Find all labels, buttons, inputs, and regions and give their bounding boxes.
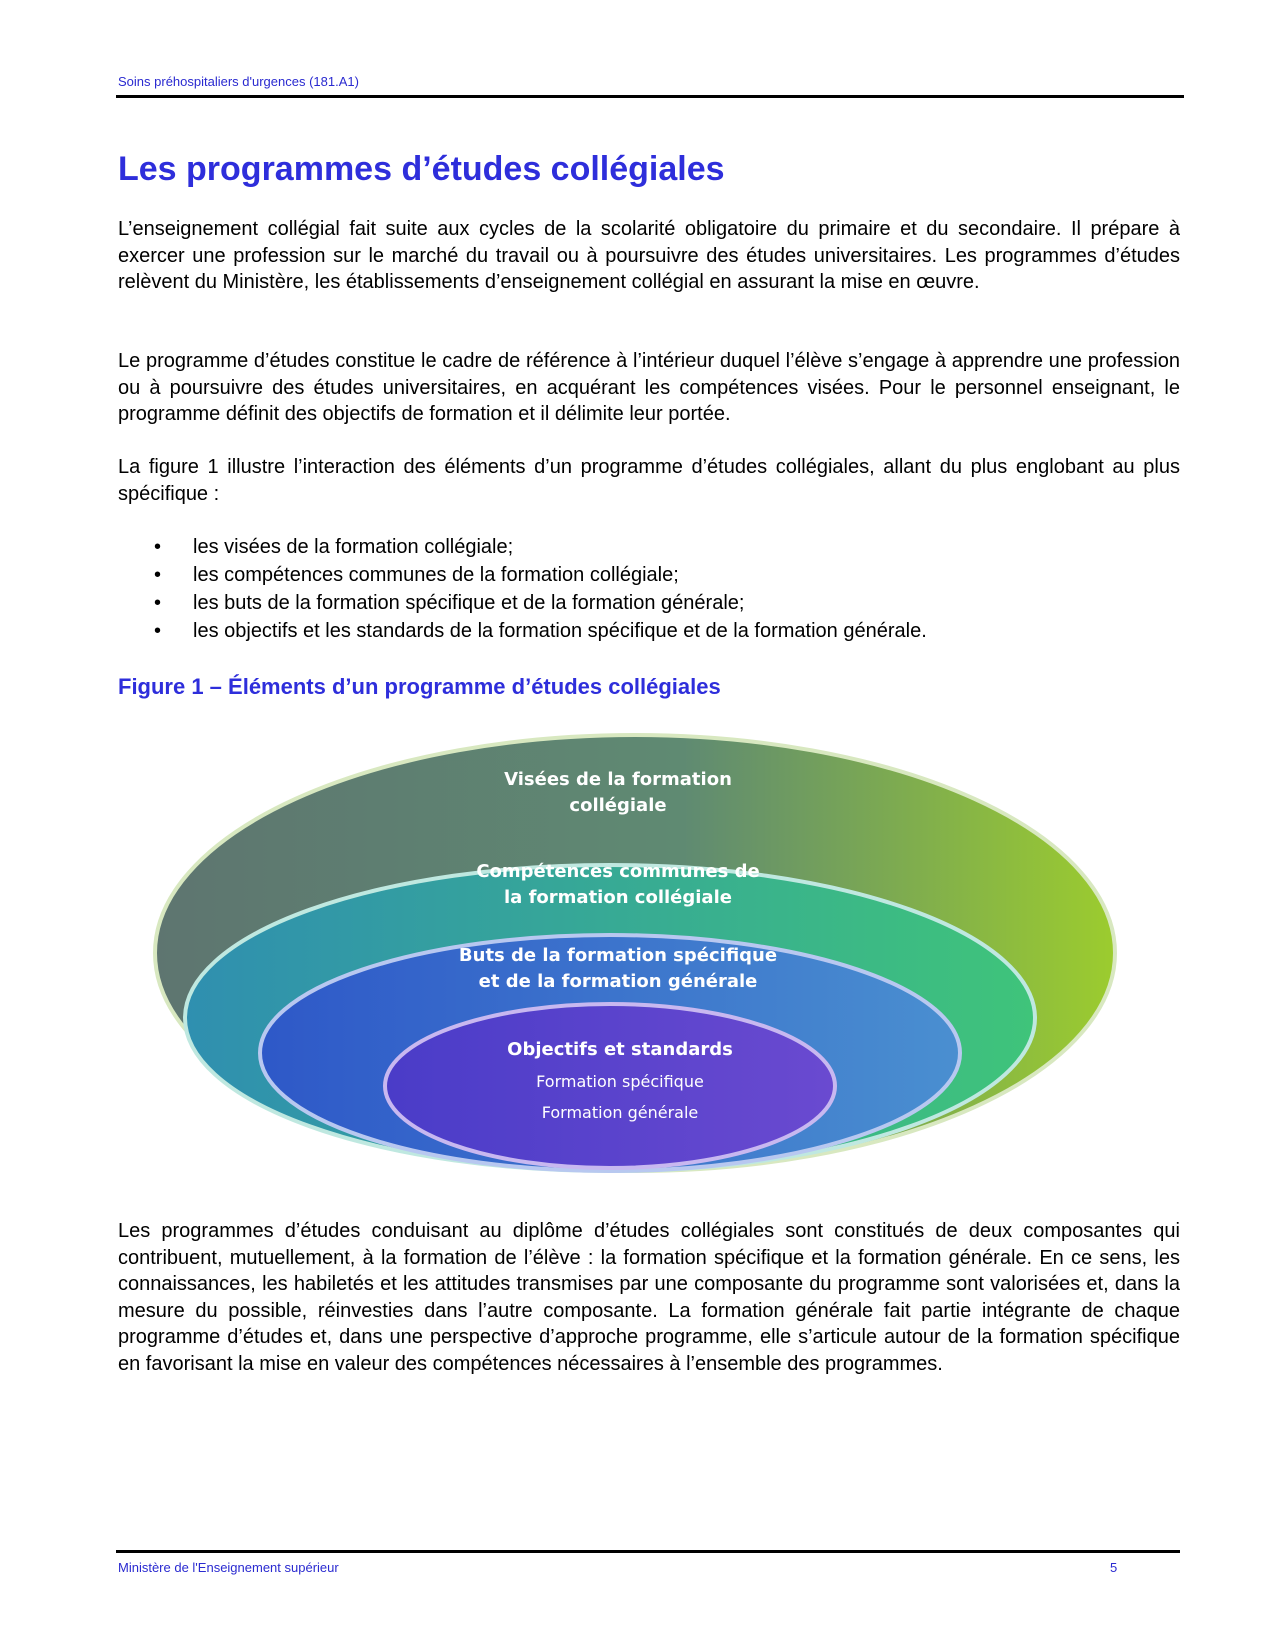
inner-label-line3: Formation générale bbox=[541, 1103, 699, 1122]
inner-label-line1: Objectifs et standards bbox=[507, 1039, 733, 1060]
paragraph-role: Le programme d’études constitue le cadre de référence à l’intérieur duquel l’élève s’engage à apprendre une profession ou à poursuivre des études universitaires, en acquérant les compétences visées. Pour le personnel enseignant, le programme définit des objectifs de formation et il délimite leur portée. bbox=[118, 350, 1180, 425]
list-item bbox=[150, 533, 1050, 561]
third-label-line2: et de la formation générale bbox=[478, 971, 758, 992]
bullet-icon: • bbox=[154, 620, 162, 642]
second-label-line2: la formation collégiale bbox=[504, 887, 732, 908]
list-item bbox=[150, 589, 1050, 617]
header-rule bbox=[116, 95, 1184, 98]
paragraph-intro: L’enseignement collégial fait suite aux cycles de la scolarité obligatoire du primaire et du secondaire. Il prépare à exercer une profession sur le marché du travail ou à poursuivre des études universitaires. Les programmes d’études relèvent du Ministère, les établissements d’enseignement collégial en assurant la mise en œuvre. bbox=[118, 218, 1180, 293]
bullet-icon: • bbox=[154, 536, 162, 558]
figure-caption: Figure 1 – Éléments d’un programme d’études collégiales bbox=[118, 674, 721, 699]
nested-ellipses-diagram bbox=[150, 728, 1130, 1178]
bullet-icon: • bbox=[154, 564, 162, 586]
list-item bbox=[150, 561, 1050, 589]
list-item-text: les visées de la formation collégiale; bbox=[193, 536, 514, 558]
list-item-text: les objectifs et les standards de la formation spécifique et de la formation générale. bbox=[193, 620, 927, 642]
running-header: Soins préhospitaliers d'urgences (181.A1) bbox=[118, 74, 359, 89]
footer-ministry: Ministère de l'Enseignement supérieur bbox=[118, 1560, 339, 1575]
page-number: 5 bbox=[1110, 1560, 1118, 1575]
bullet-list bbox=[150, 533, 1050, 645]
list-item-text: les compétences communes de la formation collégiale; bbox=[193, 564, 679, 586]
page-title: Les programmes d’études collégiales bbox=[118, 150, 725, 188]
bullet-icon: • bbox=[154, 592, 162, 614]
outer-label-line2: collégiale bbox=[569, 795, 667, 816]
outer-label-line1: Visées de la formation bbox=[504, 769, 732, 790]
footer-rule bbox=[116, 1550, 1180, 1553]
paragraph-closing: Les programmes d’études conduisant au diplôme d’études collégiales sont constitués de deux composantes qui contribuent, mutuellement, à la formation de l’élève : la formation spécifique et la formation générale. En ce sens, les connaissances, les habiletés et les attitudes transmises par une composante du programme sont valorisées et, dans la mesure du possible, réinvesties dans l’autre composante. La formation générale fait partie intégrante de chaque programme d’études et, dans une perspective d’approche programme, elle s’articule autour de la formation spécifique en favorisant la mise en valeur des compétences nécessaires à l’ensemble des programmes. bbox=[118, 1220, 1180, 1375]
inner-label-line2: Formation spécifique bbox=[536, 1072, 704, 1091]
second-label-line1: Compétences communes de bbox=[476, 861, 760, 882]
list-item-text: les buts de la formation spécifique et de la formation générale; bbox=[193, 592, 745, 614]
paragraph-figure-intro: La figure 1 illustre l’interaction des éléments d’un programme d’études collégiales, allant du plus englobant au plus spécifique : bbox=[118, 456, 1180, 505]
third-label-line1: Buts de la formation spécifique bbox=[458, 945, 778, 966]
list-item bbox=[150, 617, 1050, 645]
